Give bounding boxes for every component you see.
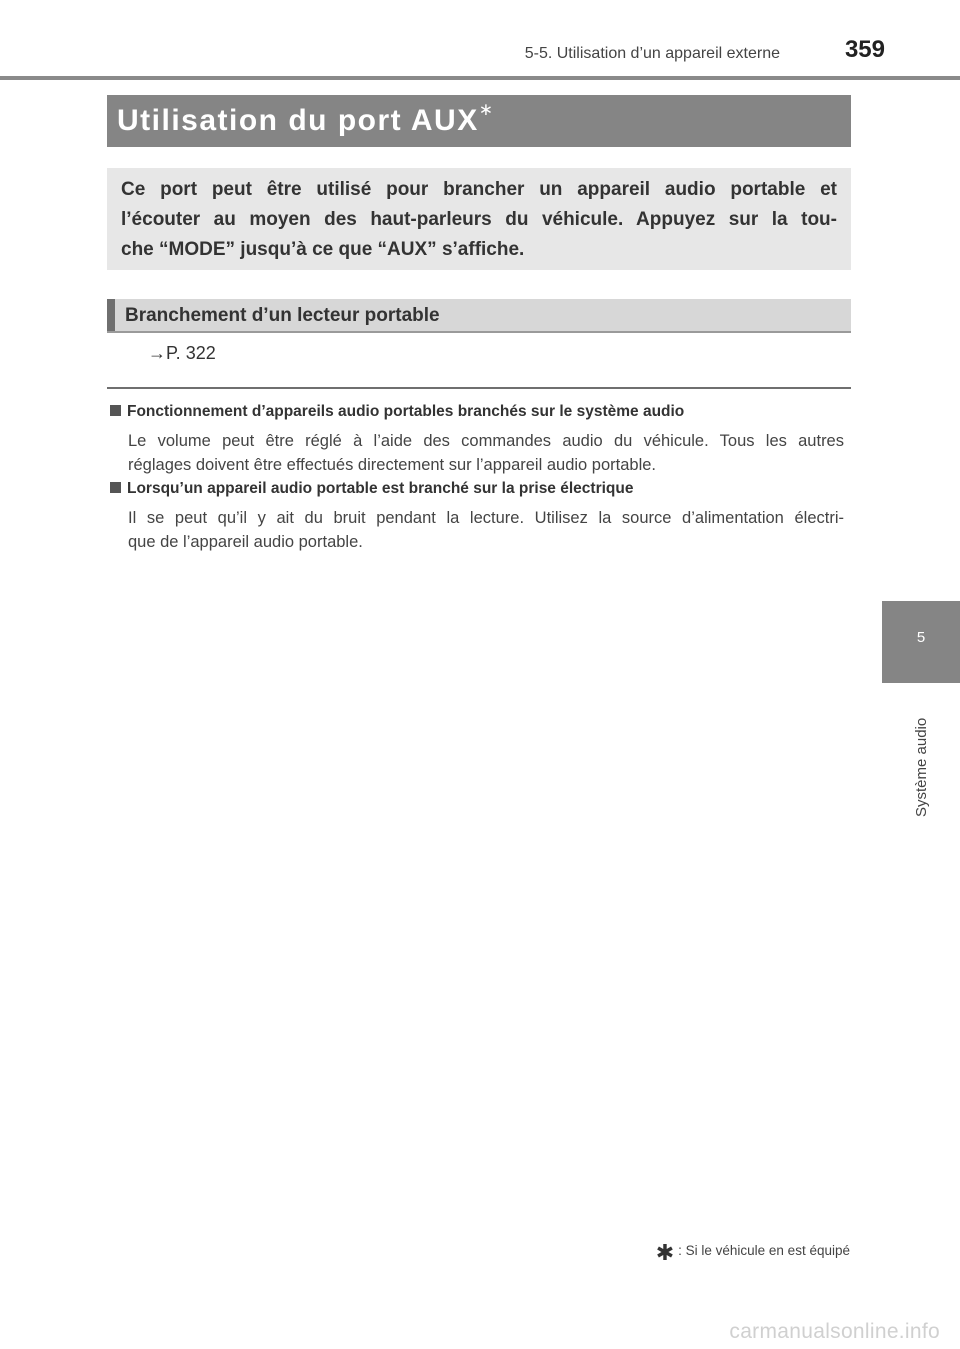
note-heading-text: Fonctionnement d’appareils audio portables branchés sur le système audio xyxy=(127,403,685,420)
note-heading xyxy=(110,403,684,421)
footnote xyxy=(656,1240,850,1266)
note-body xyxy=(128,506,844,554)
intro-line: Ce port peut être utilisé pour brancher un appareil audio portable et xyxy=(121,179,837,200)
square-bullet-icon xyxy=(110,405,121,416)
chapter-number: 5 xyxy=(916,629,926,646)
title-asterisk-icon: ∗ xyxy=(478,100,493,119)
subsection-bar xyxy=(107,299,851,333)
note-heading xyxy=(110,480,633,498)
footnote-text: : Si le véhicule en est équipé xyxy=(678,1243,850,1258)
note-line: que de l’appareil audio portable. xyxy=(128,533,363,551)
section-divider xyxy=(107,387,851,389)
header-rule xyxy=(0,76,960,80)
asterisk-icon: ✱ xyxy=(655,1240,675,1265)
note-line: Le volume peut être réglé à l’aide des commandes audio du véhicule. Tous les autres xyxy=(128,432,844,450)
note-line: réglages doivent être effectués directement sur l’appareil audio portable. xyxy=(128,456,657,474)
square-bullet-icon xyxy=(110,482,121,493)
page-number: 359 xyxy=(844,36,885,63)
chapter-tab[interactable] xyxy=(882,601,960,683)
header-section-title: 5-5. Utilisation d’un appareil externe xyxy=(524,45,780,62)
intro-line: l’écouter au moyen des haut-parleurs du véhicule. Appuyez sur la tou- xyxy=(121,209,837,230)
note-line: Il se peut qu’il y ait du bruit pendant la lecture. Utilisez la source d’alimentation électri- xyxy=(128,509,844,527)
title-bar xyxy=(107,95,851,147)
intro-box xyxy=(107,168,851,270)
chapter-label-text: Système audio xyxy=(913,717,930,817)
page-reference-link[interactable]: →P. 322 xyxy=(148,343,216,363)
intro-line: che “MODE” jusqu’à ce que “AUX” s’affiche. xyxy=(121,239,525,260)
watermark: carmanualsonline.info xyxy=(729,1320,940,1343)
subsection-title: Branchement d’un lecteur portable xyxy=(125,305,440,326)
subsection-accent xyxy=(107,299,115,331)
note-body xyxy=(128,429,844,477)
note-heading-text: Lorsqu’un appareil audio portable est branché sur la prise électrique xyxy=(127,480,634,497)
page-title: Utilisation du port AUX xyxy=(117,104,479,137)
